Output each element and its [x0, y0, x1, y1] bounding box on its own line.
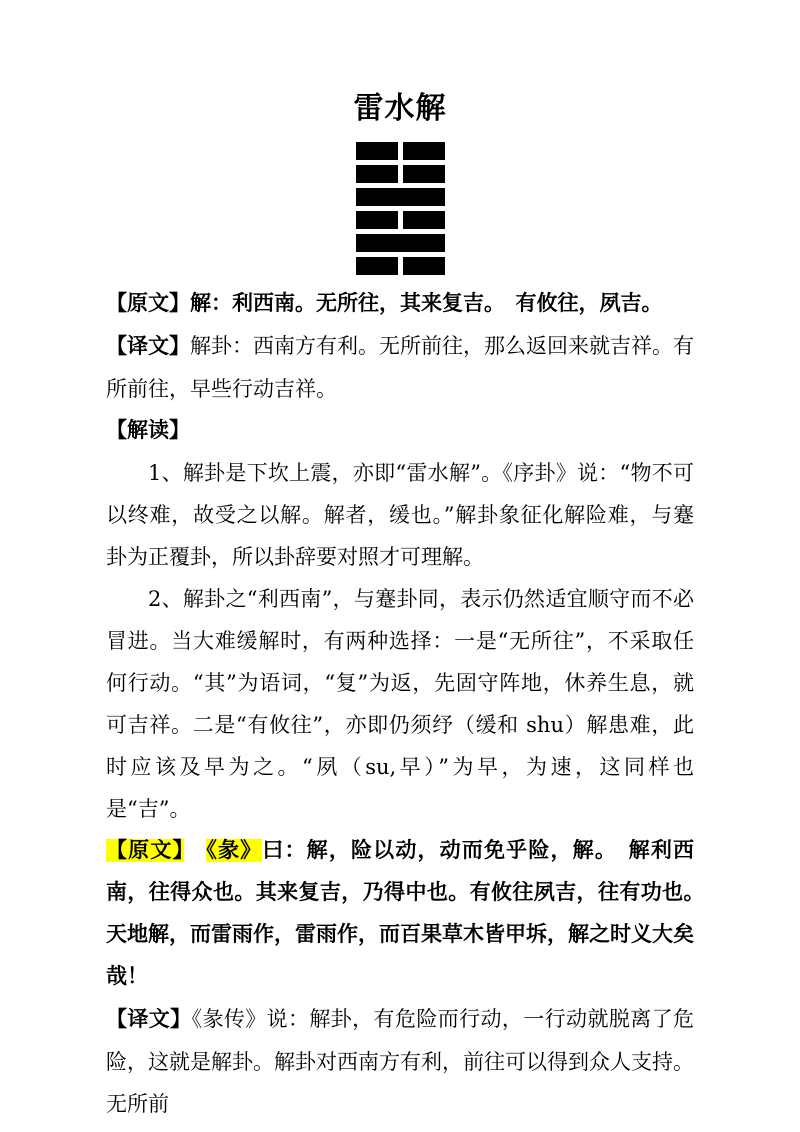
- paragraph-yiwen-guaci: [106, 325, 694, 410]
- hexagram-line-broken: [356, 257, 445, 275]
- page-title: 雷水解: [353, 92, 447, 125]
- hexagram-bar-segment: [403, 211, 445, 229]
- guaci-text: 解：利西南。无所往，其来复吉。 有攸往，夙吉。: [190, 291, 663, 315]
- hexagram-line-broken: [356, 211, 445, 229]
- label-jiedu: 【解读】: [106, 418, 190, 442]
- jiedu-point-1-text: 1、解卦是下坎上震，亦即“雷水解”。《序卦》说：“物不可以终难，故受之以解。解者，缓也。”解卦象征化解险难，与蹇卦为正覆卦，所以卦辞要对照才可理解。: [106, 460, 694, 569]
- hexagram-line-solid: [356, 188, 445, 206]
- hexagram-line-solid: [356, 234, 445, 252]
- label-yiwen: 【译文】: [106, 1007, 192, 1031]
- hexagram-line-broken: [356, 142, 445, 160]
- hexagram-bar-segment: [403, 165, 445, 183]
- hexagram-bar-segment: [403, 142, 445, 160]
- paragraph-yiwen-tuan: [106, 998, 694, 1125]
- yiwen-tuan-text: 《彖传》说：解卦，有危险而行动，一行动就脱离了危险，这就是解卦。解卦对西南方有利，前往可以得到众人支持。无所前: [106, 1006, 695, 1116]
- hexagram-bar-segment: [356, 211, 398, 229]
- jiedu-point-2-text: 2、解卦之“利西南”，与蹇卦同，表示仍然适宜顺守而不必冒进。当大难缓解时，有两种选择：一是“无所往”，不采取任何行动。“其”为语词，“复”为返，先固守阵地，休养生息，就可吉祥。二是“有攸往”，亦即仍须纾（缓和 shu）解患难，此时应该及早为之。“夙（su,早）”为早，为速，这同样也是“吉”。: [106, 586, 694, 821]
- paragraph-jiedu-header: [106, 410, 694, 452]
- label-yiwen: 【译文】: [106, 334, 190, 358]
- hexagram-bar: [356, 234, 445, 252]
- yiwen-guaci-text: 解卦：西南方有利。无所前往，那么返回来就吉祥。有所前往，早些行动吉祥。: [106, 333, 694, 401]
- label-yuanwen: 【原文】: [106, 291, 190, 315]
- spacer: [184, 839, 206, 862]
- paragraph-jiedu-point-2: [106, 578, 694, 830]
- document-body: [106, 283, 715, 1125]
- paragraph-jiedu-point-1: [106, 452, 694, 578]
- paragraph-yuanwen-tuan: [106, 830, 715, 998]
- tuan-text: 曰：解，险以动，动而免乎险，解。 解利西南，往得众也。其来复吉，乃得中也。有攸往夙吉，往有功也。 天地解，而雷雨作，雷雨作，而百果草木皆甲坼，解之时义大矣哉！: [106, 838, 715, 988]
- hexagram-bar: [356, 188, 445, 206]
- paragraph-yuanwen-guaci: [106, 283, 694, 325]
- hexagram-bar-segment: [356, 142, 398, 160]
- hexagram-figure: [356, 142, 445, 275]
- tuan-title-highlighted: 《彖》: [206, 838, 263, 862]
- hexagram-bar-segment: [403, 257, 445, 275]
- hexagram-bar-segment: [356, 165, 398, 183]
- label-yuanwen-highlighted: 【原文】: [106, 838, 185, 862]
- hexagram-bar-segment: [356, 257, 398, 275]
- hexagram-line-broken: [356, 165, 445, 183]
